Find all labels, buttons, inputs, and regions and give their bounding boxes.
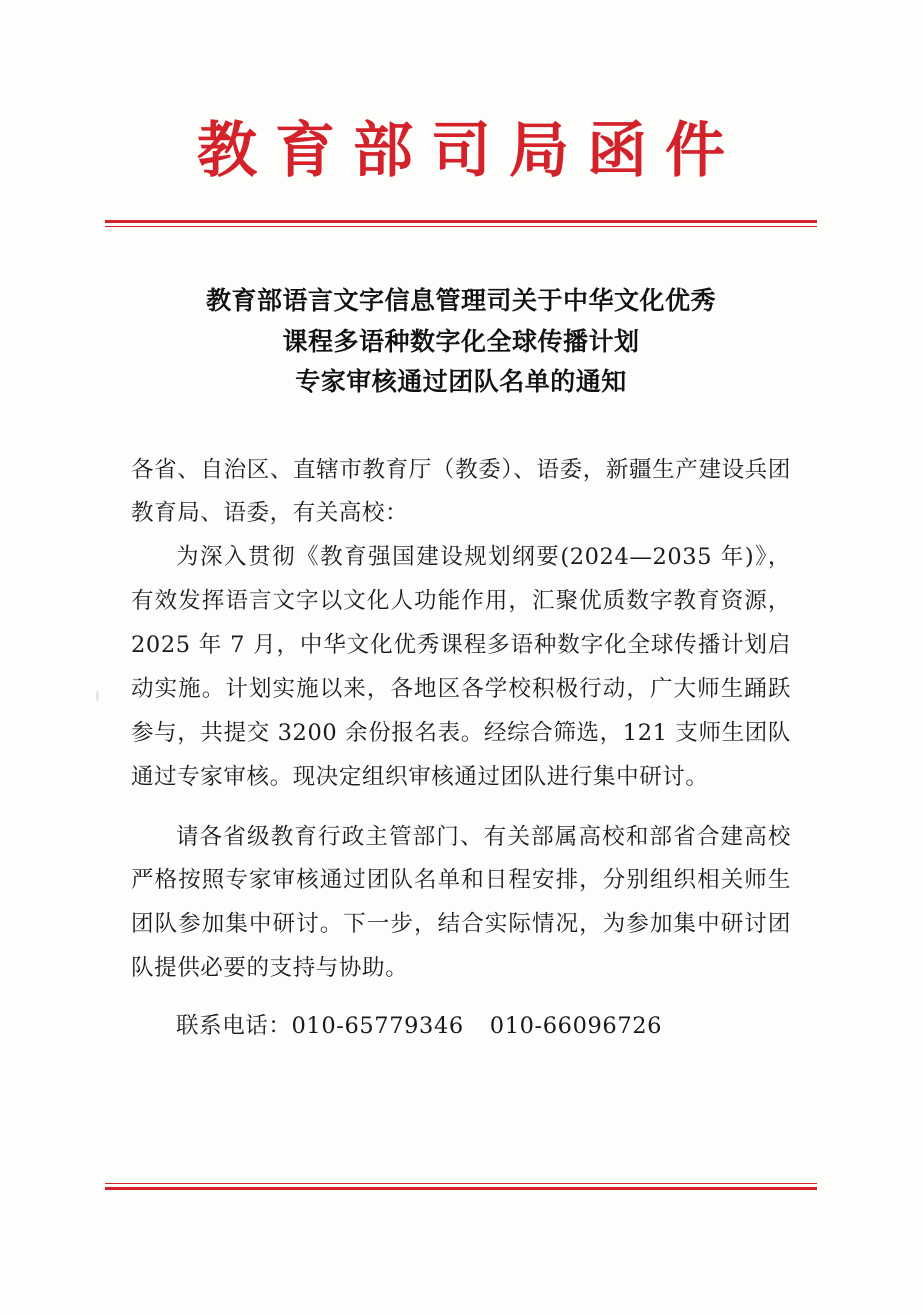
- header-divider-thick: [105, 220, 817, 223]
- contact-phone-2: 010-66096726: [489, 1013, 663, 1039]
- masthead-title: 教育部司局函件: [197, 116, 743, 186]
- salutation: 各省、自治区、直辖市教育厅（教委）、语委，新疆生产建设兵团教育局、语委，有关高校：: [131, 456, 791, 527]
- document-title-line-1: 教育部语言文字信息管理司关于中华文化优秀: [205, 286, 716, 315]
- document-title-line-3: 专家审核通过团队名单的通知: [295, 367, 627, 396]
- contact-label: 联系电话：: [176, 1013, 292, 1039]
- document-body: [131, 227, 791, 1049]
- paragraph-2: 请各省级教育行政主管部门、有关部属高校和部省合建高校严格按照专家审核通过团队名单和日程安排，分别组织相关师生团队参加集中研讨。下一步，结合实际情况，为参加集中研讨团队提供必要的支持与协助。: [131, 823, 791, 982]
- paragraph-1: 为深入贯彻《教育强国建设规划纲要(2024—2035 年)》，有效发挥语言文字以文化人功能作用，汇聚优质数字教育资源，2025 年 7 月，中华文化优秀课程多语种数字化全球传播计划启动实施。计划实施以来，各地区各学校积极行动，广大师生踊跃参与，共提交 3200 余份报名表。经综合筛选，121 支师生团队通过专家审核。现决定组织审核通过团队进行集中研讨。: [131, 544, 791, 790]
- footer-divider: [105, 1183, 817, 1190]
- footer-divider-thin: [105, 1183, 817, 1184]
- scan-artifact: [96, 690, 99, 702]
- footer-divider-thick: [105, 1187, 817, 1190]
- document-title-line-2: 课程多语种数字化全球传播计划: [282, 326, 640, 356]
- contact-phone-1: 010-65779346: [291, 1013, 464, 1039]
- masthead: [0, 0, 922, 184]
- header-divider: [105, 220, 817, 227]
- document-title: [131, 281, 791, 403]
- contact-line: [131, 1005, 791, 1049]
